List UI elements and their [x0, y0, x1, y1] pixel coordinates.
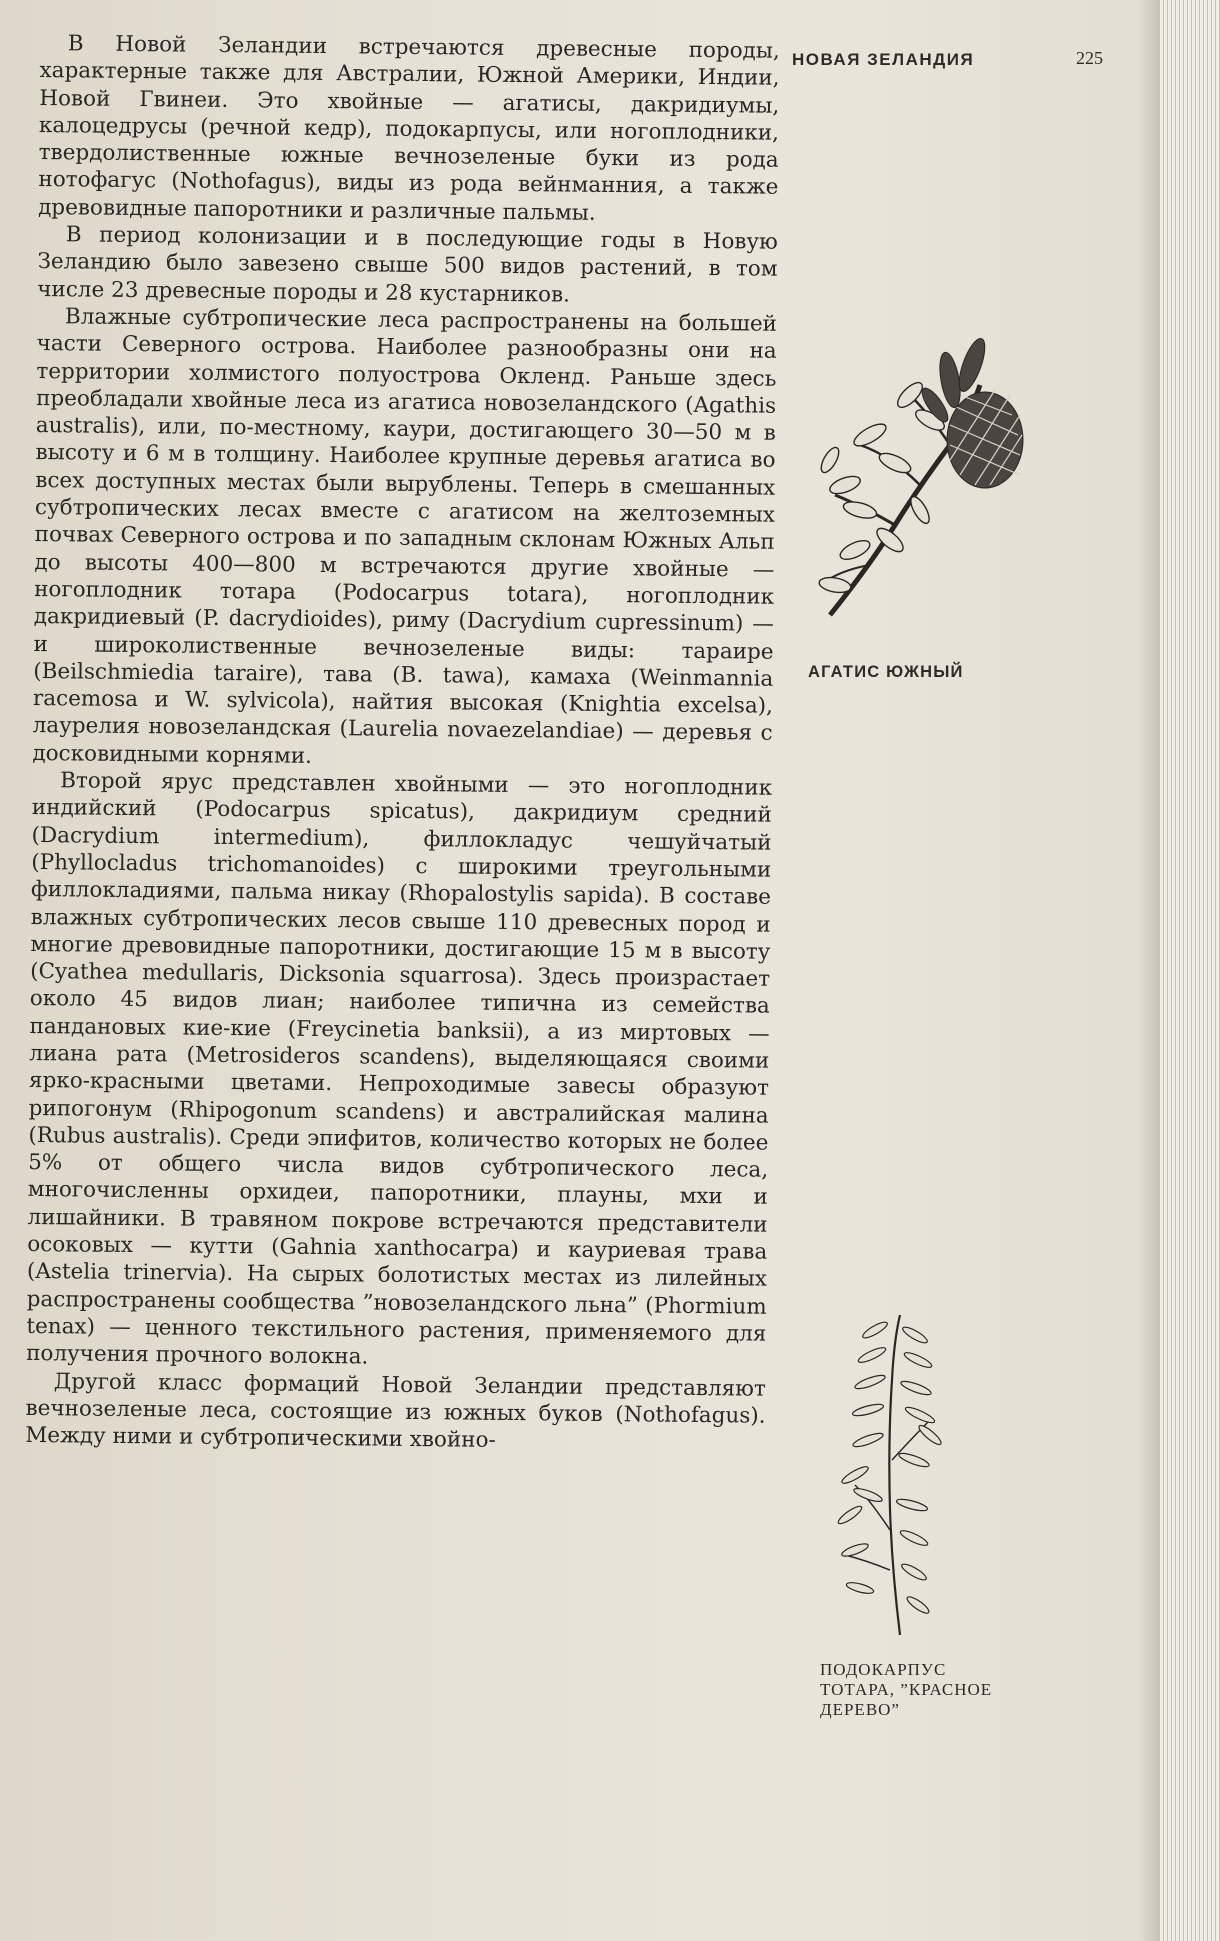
figure-caption-agathis: АГАТИС ЮЖНЫЙ — [808, 663, 964, 681]
paragraph: Влажные субтропические леса распространены на большей части Северного острова. Наиболее разнообразны они на территории холмистого полуострова Окленд. Раньше здесь преобладали хвойные леса из агатиса новозеландского (Agathis australis), или, по-местному, каури, достигающего 30—50 м в высоту и 6 м в толщину. Наиболее крупные деревья агатиса во всех доступных местах были вырублены. Теперь в смешанных субтропических лесах вместе с агатисом на желтоземных почвах Северного острова и по западным склонам Южных Альп до высоты 400—800 м встречаются другие хвойные — ногоплодник тотара (Podocarpus totara), ногоплодник дакридиевый (P. dacrydioides), риму (Dacrydium cupressinum) — и широколиственные вечнозеленые виды: тараире (Beilschmiedia taraire), тава (B. tawa), камаха (Weinmannia racemosa и W. sylvicola), найтия высокая (Knightia excelsa), лаурелия новозеландская (Laurelia novaezelandiae) — деревья с досковидными корнями. — [32, 304, 778, 769]
page-gutter-shadow — [1138, 0, 1162, 1941]
paragraph: Второй ярус представлен хвойными — это ногоплодник индийский (Podocarpus spicatus), дакридиум средний (Dacrydium intermedium), филлокладус чешуйчатый (Phyllocladus trichomanoides) с широкими треугольными филлокладиями, пальма никау (Rhopalostylis sapida). В составе влажных субтропических лесов свыше 110 древесных пород и многие древовидные папоротники, достигающие 15 м в высоту (Cyathea medullaris, Dicksonia squarrosa). Здесь произрастает около 45 видов лиан; наиболее типична из семейства пандановых кие-кие (Freycinetia banksii), а из миртовых — лиана рата (Metrosideros scandens), выделяющаяся своими ярко-красными цветами. Непроходимые завесы образуют рипогонум (Rhipogonum scandens) и австралийская малина (Rubus australis). Среди эпифитов, количество которых не более 5% от общего числа видов субтропического леса, многочисленны орхидеи, папоротники, плауны, мхи и лишайники. В травяном покрове встречаются представители осоковых — кутти (Gahnia xanthocarpa) и кауриевая трава (Astelia trinervia). На сырых болотистых местах из лилейных распространены сообщества ”новозеландского льна” (Phormium tenax) — ценного текстильного растения, применяемого для получения прочного волокна. — [26, 768, 773, 1370]
paragraph: В Новой Зеландии встречаются древесные породы, характерные также для Австралии, Южной Америки, Индии, Новой Гвинеи. Это хвойные — агатисы, дакридиумы, калоцедрусы (речной кедр), подокарпусы, или ногоплодники, твердолиственные южные вечнозеленые буки из рода нотофагус (Nothofagus), виды из рода вейнманния, а также древовидные папоротники и различные пальмы. — [38, 31, 780, 226]
page-number: 225 — [1076, 48, 1103, 68]
podocarpus-illustration — [830, 1310, 950, 1640]
paragraph: Другой класс формаций Новой Зеландии представляют вечнозеленые леса, состоящие из южных буков (Nothofagus). Между ними и субтропическими хвойно- — [25, 1368, 766, 1453]
figure-caption-podocarpus: ПОДОКАРПУС ТОТАРА, ”КРАСНОЕ ДЕРЕВО” — [820, 1660, 993, 1719]
page-edges — [1160, 0, 1220, 1941]
main-text-column — [25, 30, 780, 1457]
agathis-illustration — [800, 335, 1040, 635]
paragraph: В период колонизации и в последующие годы в Новую Зеландию было завезено свыше 500 видов растений, в том числе 23 древесные породы и 28 кустарников. — [37, 222, 778, 308]
running-title: НОВАЯ ЗЕЛАНДИЯ — [792, 50, 975, 69]
